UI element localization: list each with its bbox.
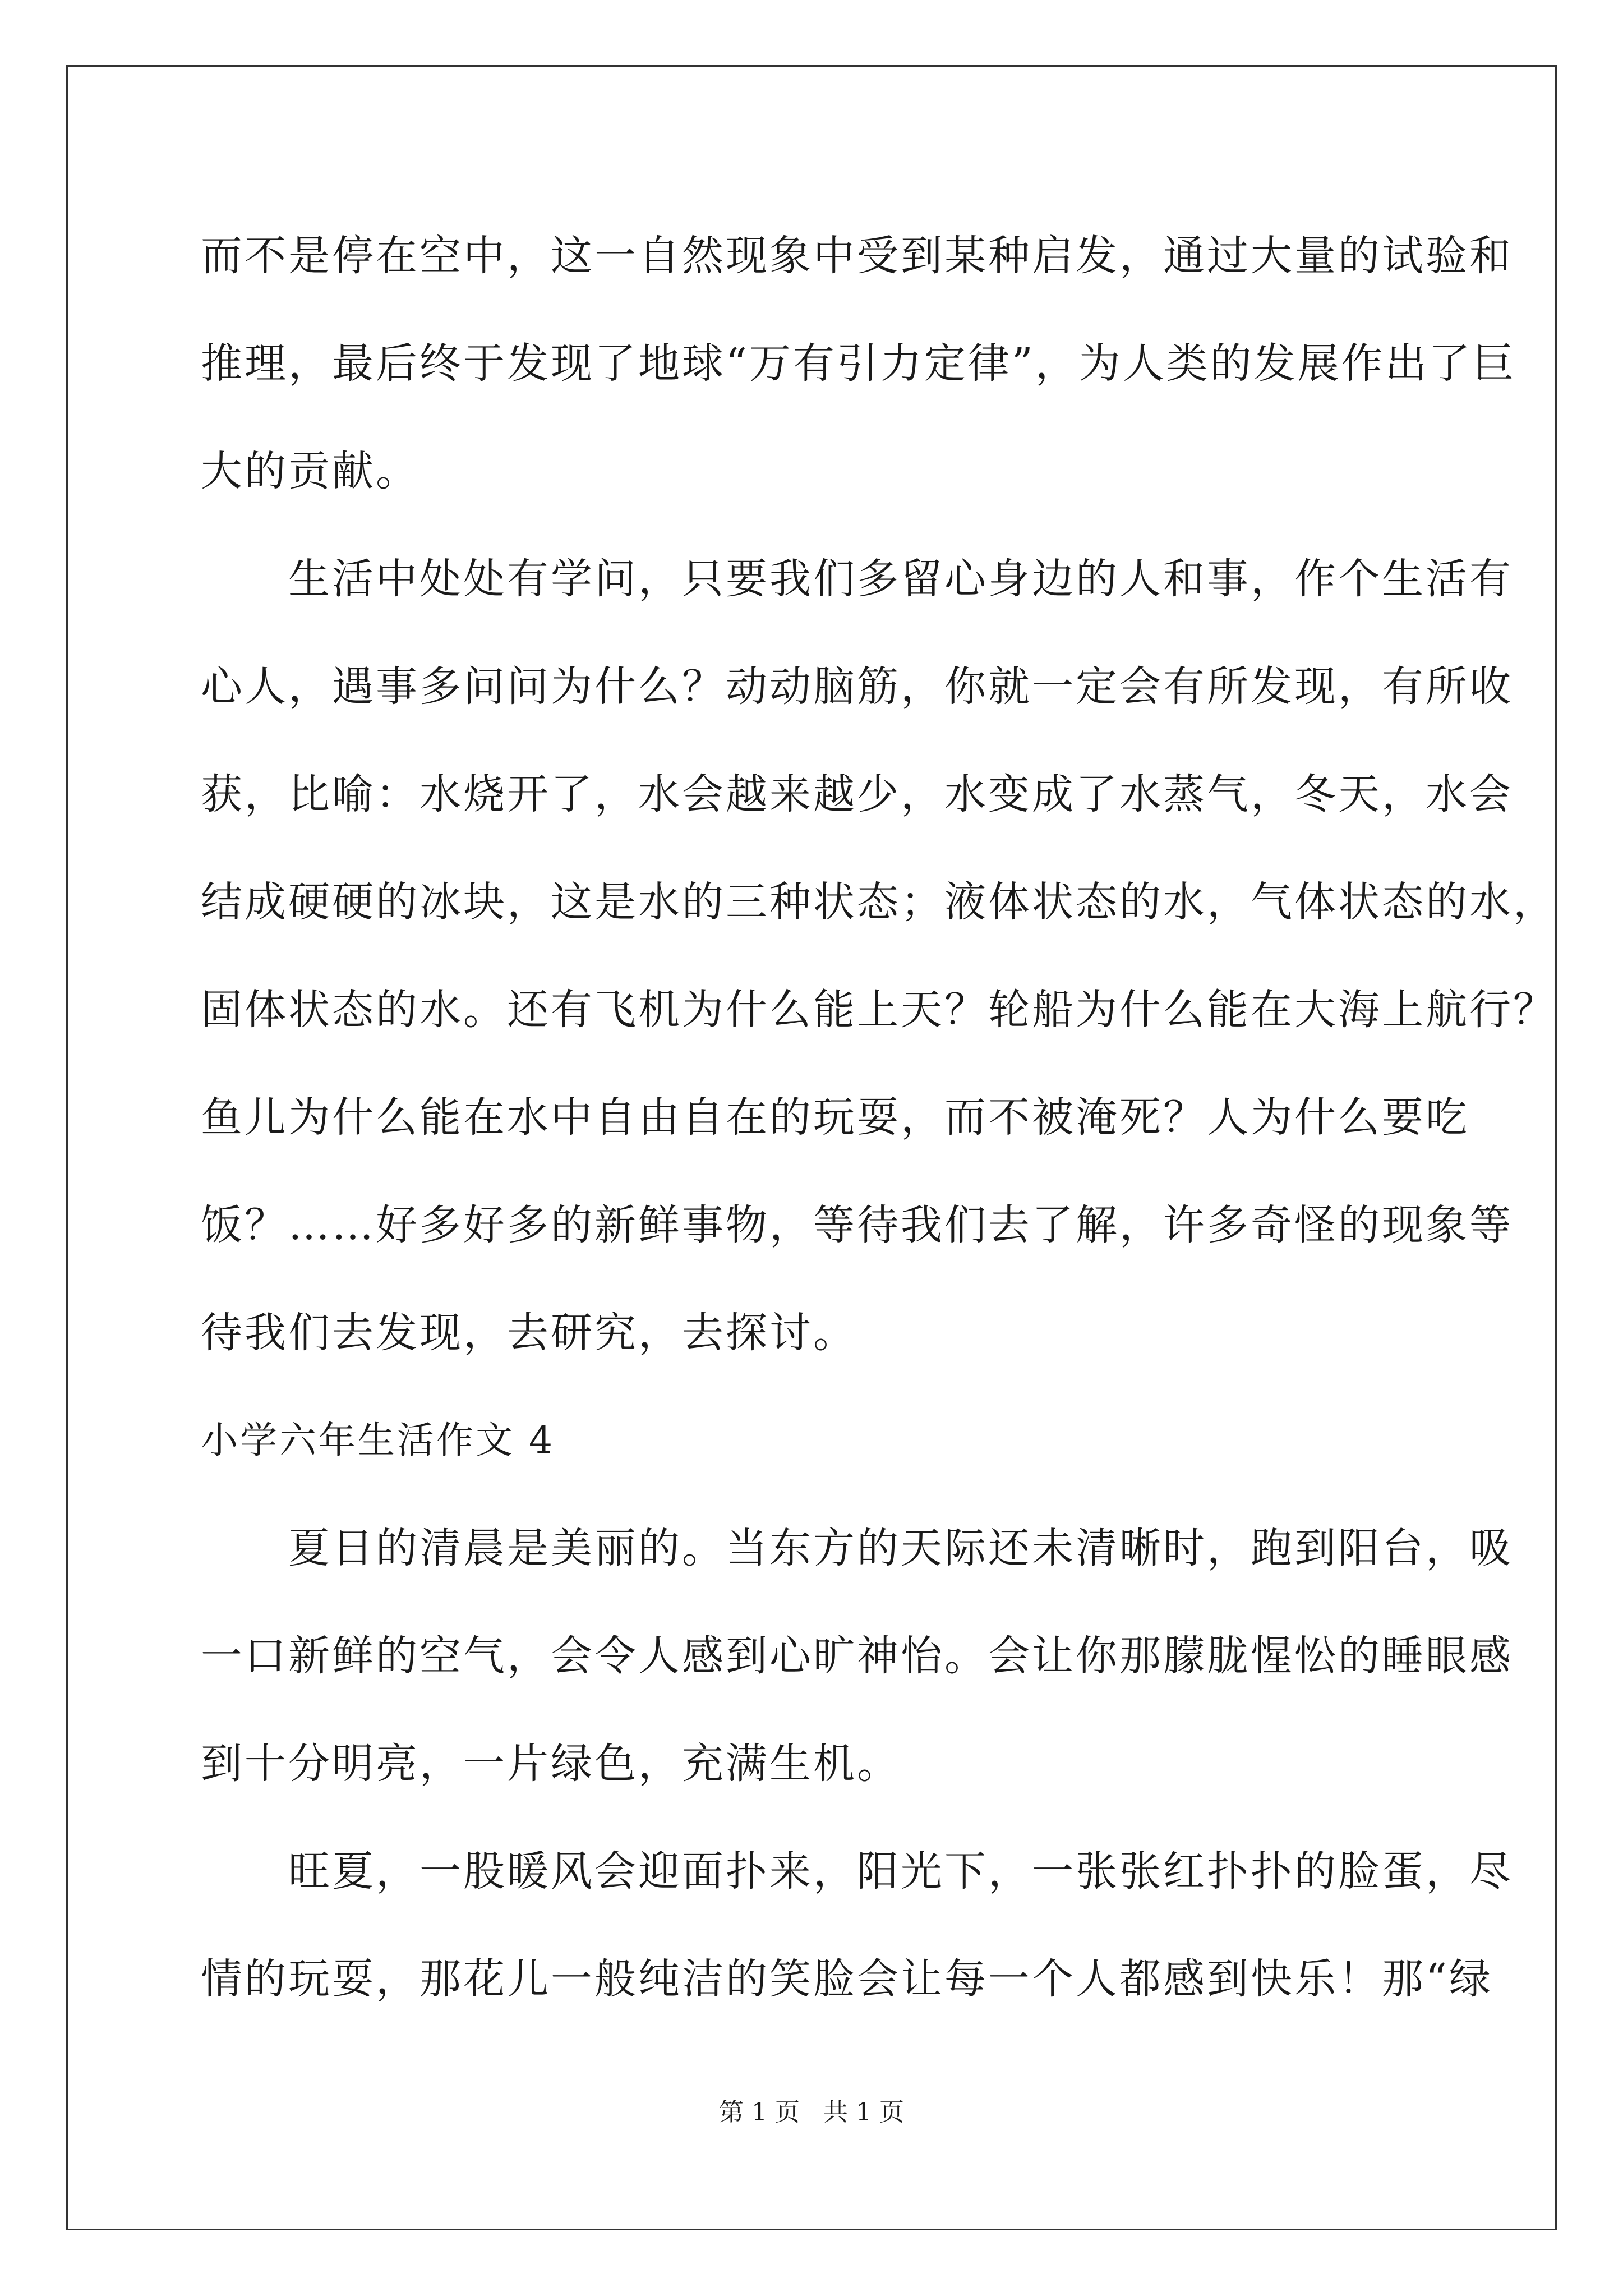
text-line: 鱼儿为什么能在水中自由自在的玩耍，而不被淹死？人为什么要吃 (201, 1093, 1469, 1142)
text-line: 一口新鲜的空气，会令人感到心旷神怡。会让你那朦胧惺忪的睡眼感 (201, 1632, 1513, 1680)
text-line: 到十分明亮，一片绿色，充满生机。 (201, 1740, 901, 1788)
text-line: 待我们去发现，去研究，去探讨。 (201, 1309, 857, 1357)
paragraph-start-line: 旺夏，一股暖风会迎面扑来，阳光下，一张张红扑扑的脸蛋，尽 (201, 1847, 1513, 1895)
text-line: 获，比喻：水烧开了，水会越来越少，水变成了水蒸气，冬天，水会 (201, 770, 1513, 818)
text-line: 心人，遇事多问问为什么？动动脑筋，你就一定会有所发现，有所收 (201, 662, 1513, 711)
text-line: 而不是停在空中，这一自然现象中受到某种启发，通过大量的试验和 (201, 232, 1513, 280)
text-line: 固体状态的水。还有飞机为什么能上天？轮船为什么能在大海上航行？ (201, 986, 1557, 1034)
document-body (201, 202, 1557, 2033)
text-line: 情的玩耍，那花儿一般纯洁的笑脸会让每一个人都感到快乐！那“绿 (201, 1955, 1493, 2003)
text-line: 结成硬硬的冰块，这是水的三种状态；液体状态的水，气体状态的水， (201, 878, 1557, 926)
paragraph-start-line: 夏日的清晨是美丽的。当东方的天际还未清晰时，跑到阳台，吸 (201, 1524, 1513, 1572)
text-line: 大的贡献。 (201, 447, 419, 495)
text-line: 推理，最后终于发现了地球“万有引力定律”，为人类的发展作出了巨 (201, 339, 1516, 388)
section-heading: 小学六年生活作文 4 (201, 1419, 555, 1462)
text-line: 饭？……好多好多的新鲜事物，等待我们去了解，许多奇怪的现象等 (201, 1201, 1513, 1249)
paragraph-start-line: 生活中处处有学问，只要我们多留心身边的人和事，作个生活有 (201, 555, 1513, 603)
page-footer: 第 1 页 共 1 页 (719, 2098, 904, 2127)
